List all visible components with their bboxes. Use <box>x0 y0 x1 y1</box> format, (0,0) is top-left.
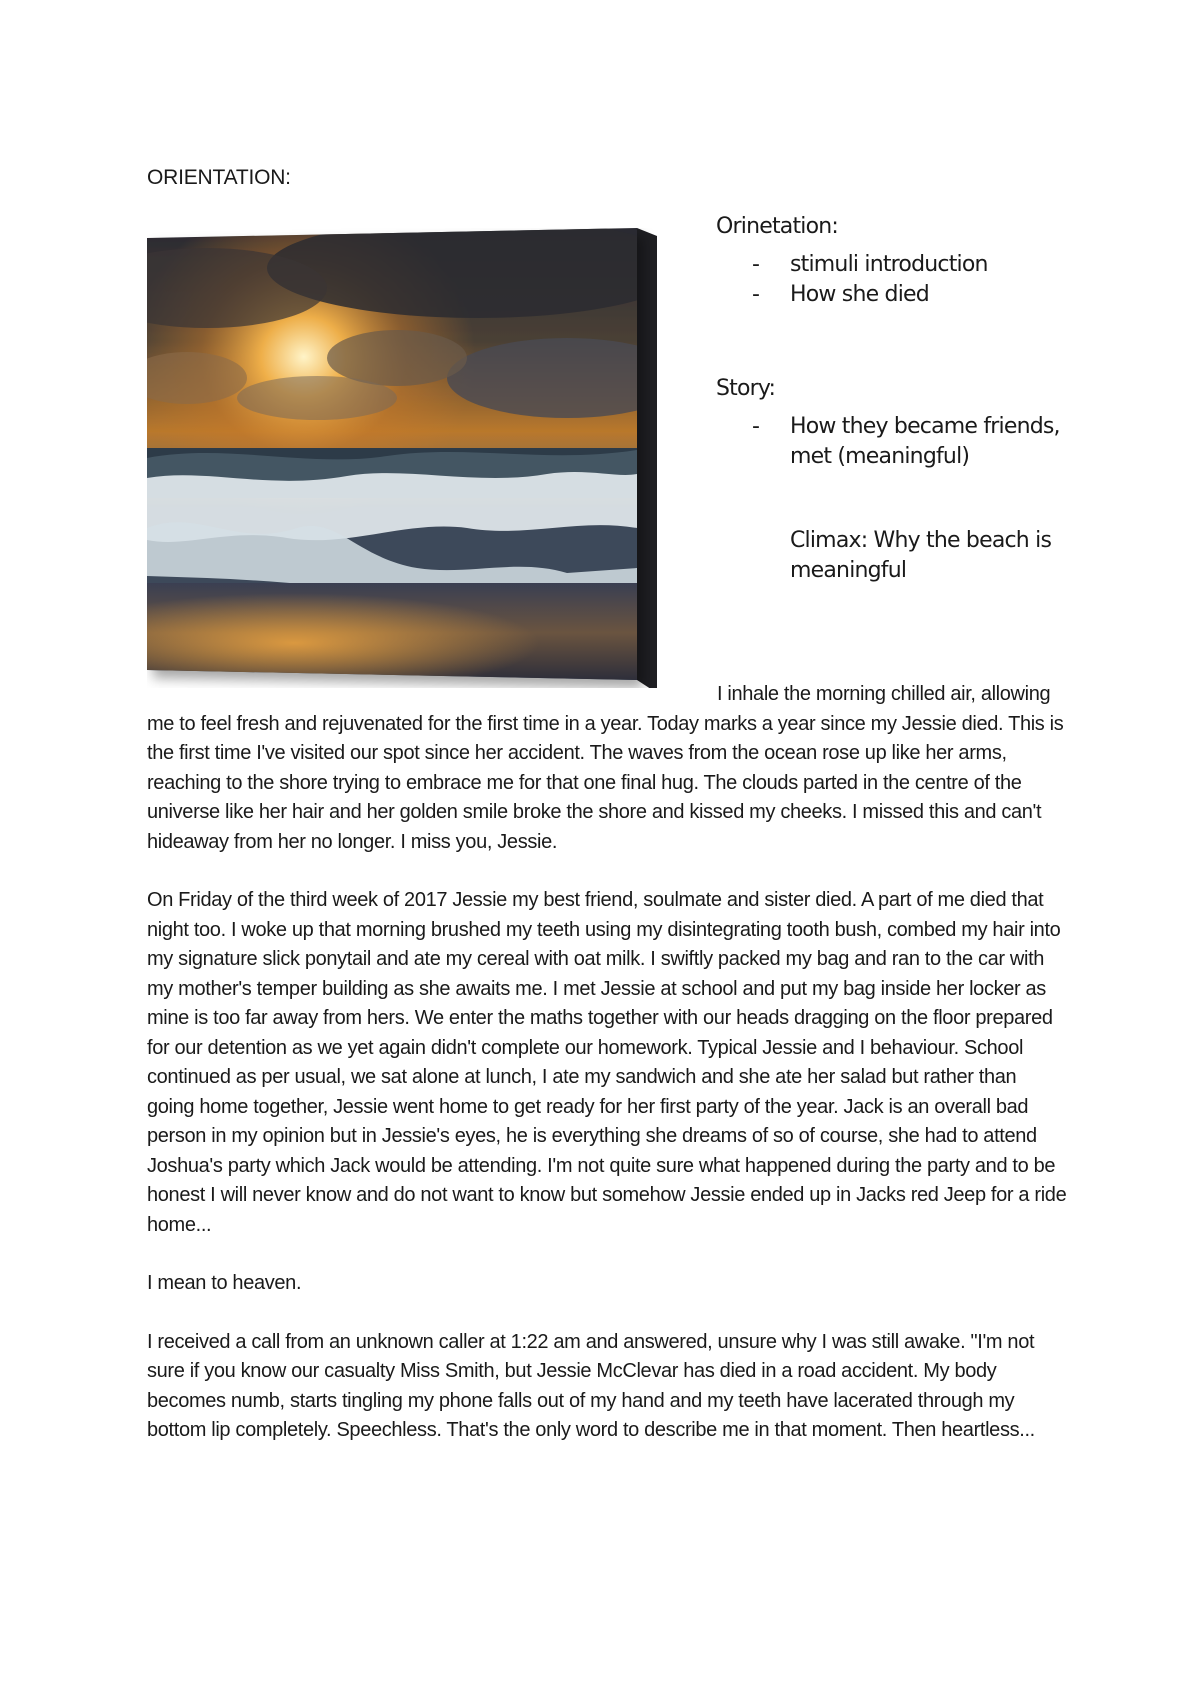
bullet-dash: - <box>752 414 760 439</box>
story-body <box>147 680 1067 1475</box>
bullet-dash: - <box>752 282 760 307</box>
list-item: - How she died <box>790 280 1096 310</box>
climax-note: Climax: Why the beach is meaningful <box>790 528 1052 583</box>
bullet-dash: - <box>752 252 760 277</box>
orientation-notes-list <box>716 250 1096 310</box>
story-paragraph: I inhale the morning chilled air, allowing me to feel fresh and rejuvenated for the first time in a year. Today marks a year since my Jessie died. This is the first time I've visited our spot since her accident. The waves from the ocean rose up like her arms, reaching to the shore trying to embrace me for that one final hug. The clouds parted in the centre of the universe like her hair and her golden smile broke the shore and kissed my cheeks. I missed this and can't hideaway from her no longer. I miss you, Jessie. <box>147 683 1064 853</box>
page-heading: ORIENTATION: <box>147 166 291 189</box>
story-paragraph: I received a call from an unknown caller at 1:22 am and answered, unsure why I was still awake. "I'm not sure if you know our casualty Miss Smith, but Jessie McClevar has died in a road accident. My body becomes numb, starts tingling my phone falls out of my hand and my teeth have lacerated through my bottom lip completely. Speechless. That's the only word to describe me in that moment. Then heartless... <box>147 1330 1035 1441</box>
orientation-notes-heading: Orinetation: <box>716 214 839 239</box>
story-notes-heading: Story: <box>716 376 776 401</box>
story-paragraph: I mean to heaven. <box>147 1272 302 1294</box>
list-item: - How they became friends, met (meaningful) <box>752 414 1060 469</box>
beach-sunset-canvas-image <box>147 228 687 688</box>
list-item: - stimuli introduction <box>790 250 1096 280</box>
notes-panel <box>716 212 1096 586</box>
story-paragraph: On Friday of the third week of 2017 Jessie my best friend, soulmate and sister died. A part of me died that night too. I woke up that morning brushed my teeth using my disintegrating tooth bush, combed my hair into my signature slick ponytail and ate my cereal with oat milk. I swiftly packed my bag and ran to the car with my mother's temper building as she awaits me. I met Jessie at school and put my bag inside her locker as mine is too far away from hers. We enter the maths together with our heads dragging on the floor prepared for our detention as we yet again didn't complete our homework. Typical Jessie and I behaviour. School continued as per usual, we sat alone at lunch, I ate my sandwich and she ate her salad but rather than going home together, Jessie went home to get ready for her first party of the year. Jack is an overall bad person in my opinion but in Jessie's eyes, he is everything she dreams of so of course, she had to attend Joshua's party which Jack would be attending. I'm not quite sure what happened during the party and to be honest I will never know and do not want to know but somehow Jessie ended up in Jacks red Jeep for a ride home... <box>147 889 1067 1236</box>
story-notes-list <box>716 412 1096 472</box>
